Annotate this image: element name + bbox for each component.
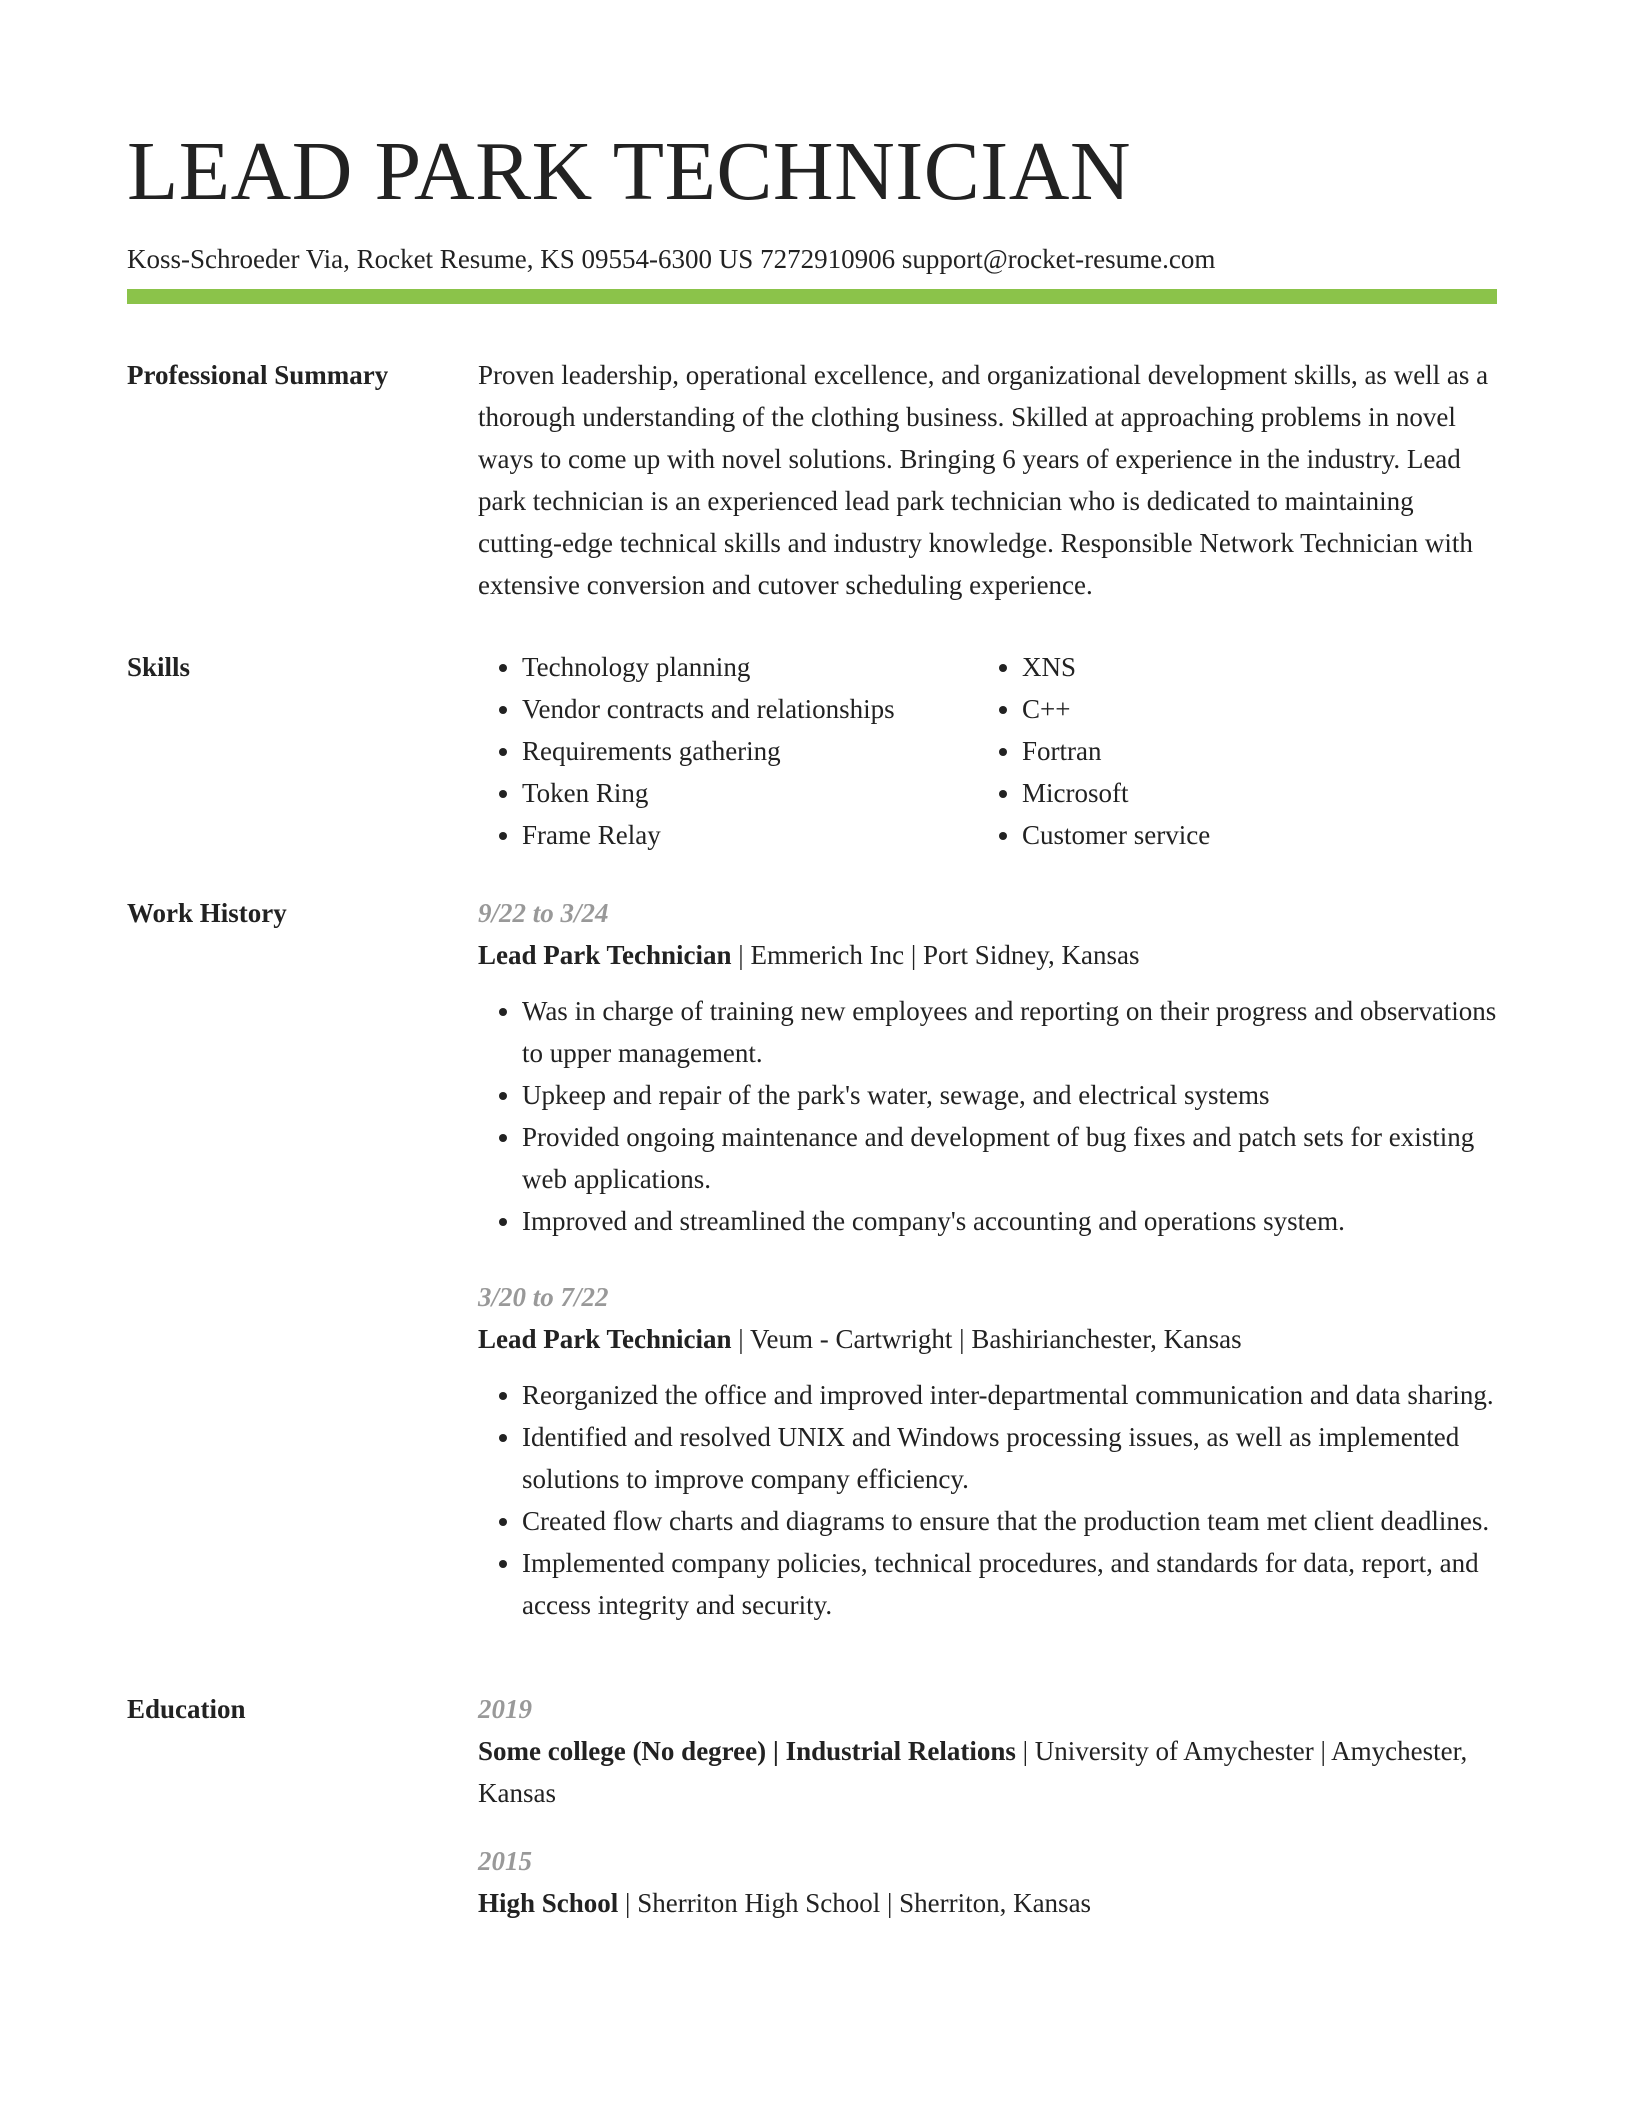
job-bullet: • Provided ongoing maintenance and development of bug fixes and patch sets for existing web applications. — [522, 1116, 1497, 1200]
education-entry — [478, 1840, 1497, 1924]
job-bullet: • Improved and streamlined the company's accounting and operations system. — [522, 1200, 1497, 1242]
summary-section — [127, 354, 1497, 606]
skill-item: • Customer service — [1022, 814, 1522, 856]
education-line — [478, 1882, 1497, 1924]
education-year: 2015 — [478, 1846, 532, 1877]
skill-item: • Microsoft — [1022, 772, 1522, 814]
job-entry — [478, 1276, 1497, 1626]
education-section — [127, 1688, 1497, 1950]
job-bullet: • Identified and resolved UNIX and Windows processing issues, as well as implemented solutions to improve company efficiency. — [522, 1416, 1497, 1500]
skill-item: • C++ — [1022, 688, 1522, 730]
job-details: | Emmerich Inc | Port Sidney, Kansas — [731, 940, 1140, 971]
education-details: | Sherriton High School | Sherriton, Kansas — [618, 1888, 1092, 1919]
job-title: Lead Park Technician — [478, 940, 732, 971]
job-role-line — [478, 1318, 1497, 1360]
summary-heading: Professional Summary — [127, 360, 389, 391]
skill-item: • Requirements gathering — [522, 730, 978, 772]
job-bullet: • Implemented company policies, technical procedures, and standards for data, report, and access integrity and security. — [522, 1542, 1497, 1626]
skill-item: • XNS — [1022, 646, 1522, 688]
skill-item: • Technology planning — [522, 646, 978, 688]
education-degree: High School — [478, 1888, 619, 1919]
candidate-name: LEAD PARK TECHNICIAN — [127, 125, 1132, 218]
skill-item: • Token Ring — [522, 772, 978, 814]
job-bullet: • Created flow charts and diagrams to ensure that the production team met client deadlines. — [522, 1500, 1497, 1542]
job-dates: 3/20 to 7/22 — [478, 1282, 609, 1313]
education-line — [478, 1730, 1497, 1814]
job-bullets — [478, 990, 1497, 1242]
accent-divider — [127, 289, 1497, 304]
education-year: 2019 — [478, 1694, 532, 1725]
job-bullet: • Was in charge of training new employees and reporting on their progress and observations to upper management. — [522, 990, 1497, 1074]
work-history-heading: Work History — [127, 898, 287, 929]
job-bullet: • Reorganized the office and improved inter-departmental communication and data sharing. — [522, 1374, 1497, 1416]
job-dates: 9/22 to 3/24 — [478, 898, 609, 929]
education-degree: Some college (No degree) | Industrial Relations — [478, 1736, 1016, 1767]
work-history-section — [127, 892, 1497, 1660]
education-heading: Education — [127, 1694, 246, 1725]
resume-page — [127, 120, 1497, 1950]
job-role-line — [478, 934, 1497, 976]
job-entry — [478, 892, 1497, 1242]
skills-section — [127, 646, 1497, 856]
skill-item: • Fortran — [1022, 730, 1522, 772]
skill-item: • Frame Relay — [522, 814, 978, 856]
contact-line: Koss-Schroeder Via, Rocket Resume, KS 09554-6300 US 7272910906 support@rocket-resume.com — [127, 244, 1216, 274]
summary-text: Proven leadership, operational excellence, and organizational development skills, as well as a thorough understanding of the clothing business. Skilled at approaching problems in novel ways to come up with novel solutions. Bringing 6 years of experience in the industry. Lead park technician is an experienced lead park technician who is dedicated to maintaining cutting-edge technical skills and industry knowledge. Responsible Network Technician with extensive conversion and cutover scheduling experience. — [478, 360, 1489, 601]
skills-list-right — [978, 646, 1522, 856]
job-bullet: • Upkeep and repair of the park's water, sewage, and electrical systems — [522, 1074, 1497, 1116]
job-details: | Veum - Cartwright | Bashirianchester, Kansas — [731, 1324, 1242, 1355]
skills-heading: Skills — [127, 652, 191, 683]
education-entry — [478, 1688, 1497, 1814]
job-bullets — [478, 1374, 1497, 1626]
education-details: | University of Amychester | Amychester, Kansas — [478, 1736, 1468, 1809]
skill-item: • Vendor contracts and relationships — [522, 688, 978, 730]
job-title: Lead Park Technician — [478, 1324, 732, 1355]
skills-list-left — [478, 646, 978, 856]
